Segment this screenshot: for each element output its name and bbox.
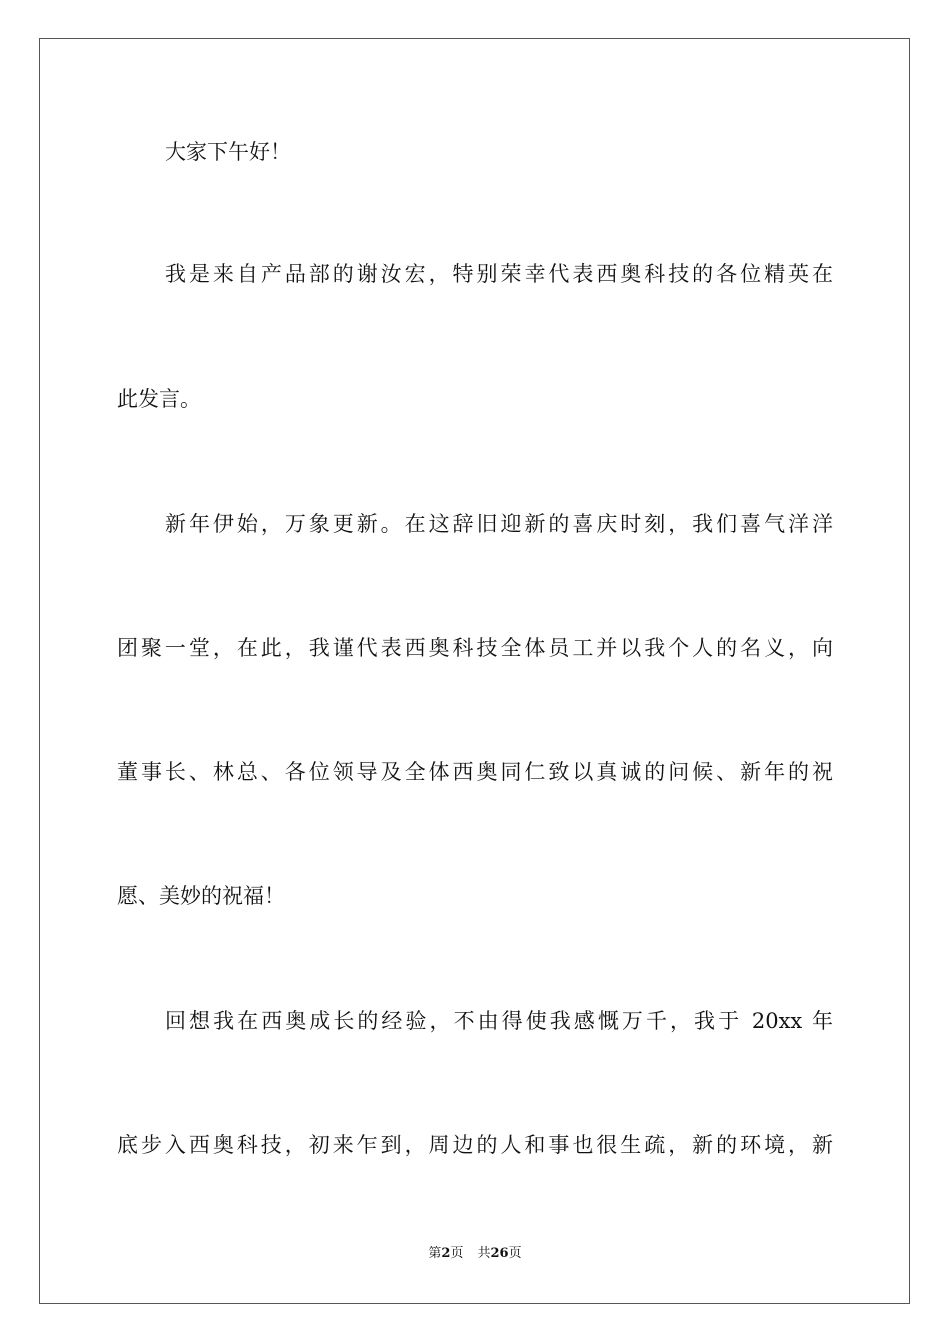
text-line: 我是来自产品部的谢汝宏，特别荣幸代表西奥科技的各位精英在 bbox=[165, 262, 833, 286]
page-suffix: 页 bbox=[450, 1246, 464, 1261]
page-border bbox=[39, 38, 910, 1304]
text-line: 大家下午好！ bbox=[165, 140, 291, 164]
text-line: 董事长、林总、各位领导及全体西奥同仁致以真诚的问候、新年的祝 bbox=[117, 760, 833, 784]
text-line: 愿、美妙的祝福！ bbox=[117, 884, 285, 908]
page-footer bbox=[0, 1245, 950, 1263]
page-number: 2 bbox=[441, 1246, 451, 1261]
text-line: 底步入西奥科技，初来乍到，周边的人和事也很生疏，新的环境，新 bbox=[117, 1133, 833, 1157]
total-prefix: 共 bbox=[477, 1246, 491, 1261]
text-line: 回想我在西奥成长的经验，不由得使我感慨万千，我于 20xx 年 bbox=[165, 1009, 833, 1033]
total-pages: 26 bbox=[490, 1246, 509, 1261]
total-suffix: 页 bbox=[508, 1246, 522, 1261]
text-line: 此发言。 bbox=[117, 387, 201, 411]
page-prefix: 第 bbox=[428, 1246, 442, 1261]
text-line: 团聚一堂，在此，我谨代表西奥科技全体员工并以我个人的名义，向 bbox=[117, 636, 833, 660]
text-line: 新年伊始，万象更新。在这辞旧迎新的喜庆时刻，我们喜气洋洋 bbox=[165, 512, 833, 536]
